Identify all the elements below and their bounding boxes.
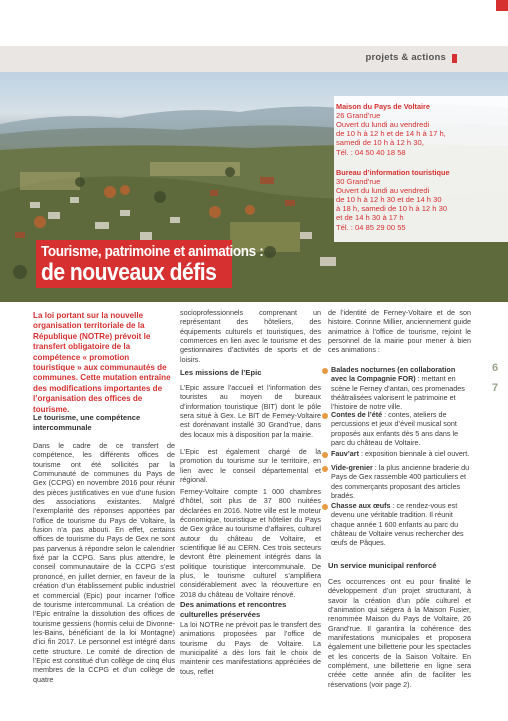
bullet-dot <box>322 452 328 458</box>
maison-hours-line: Ouvert du lundi au vendredi <box>336 120 430 129</box>
col1-body: Dans le cadre de ce transfert de compétence, les différents offices de tourisme ont été sollicités par la Communauté de communes du Pays de Gex (CCPG) en novembre 2016 pour réunir des pièces justificatives en vue d’une fusion des associations existantes. Malgré l’exemplarité des réponses apportées par l’office de tourisme du Pays de Voltaire, la fusion n’a pas abouti. En effet, certains offices de tourisme du Pays de Gex ne sont pas parvenus à répondre selon le calendrier fixé par la CCPG. Sans plus attendre, le conseil communautaire de la CCPG s’est prononcé, en juillet dernier, en faveur de la création d’un établissement public industriel et commercial (Epic) pour incarner l’office de tourisme intercommunal. La création de l’Epic entraîne la dissolution des offices de tourisme gessiens (hormis celui de Divonne-les-Bains, bénéficiant de la loi Montagne) d’ici fin 2017. Le personnel est intégré dans cette structure. Le comité de direction de l’Epic est constitué d’un collège de cinq élus membres de la CCPG et d’un collège de quatre <box>33 441 175 684</box>
col2-subheading-1: Les missions de l’Epic <box>180 368 262 377</box>
col1-subheading: Le tourisme, une compétence intercommunale <box>33 413 141 432</box>
page-number-left: 6 <box>492 362 499 374</box>
col2-body-5: La loi NOTRe ne prévoit pas le transfert des animations proposées par l’office de tourisme du Pays de Voltaire. La municipalité a dès lors fait le choix de maintenir ces manifestations appréciées de tous, reflet <box>180 620 321 676</box>
bureau-phone: Tél. : 04 85 29 00 55 <box>336 223 406 232</box>
top-margin <box>0 0 508 46</box>
section-marker <box>452 54 457 63</box>
bullet-dot <box>322 466 328 472</box>
maison-title: Maison du Pays de Voltaire <box>336 102 430 111</box>
corner-accent <box>496 0 508 11</box>
headline-line-1: Tourisme, patrimoine et animations : <box>41 243 264 260</box>
bullet-item-contes: Contes de l’été : contes, ateliers de percussions et jeux d’éveil musical sont proposés aux enfants dès 5 ans dans le parc du château de Voltaire. <box>331 410 459 448</box>
col3-body-1: de l’identité de Ferney-Voltaire et de son histoire. Corinne Millier, anciennement guide animatrice à l’office de tourisme, rejoint le personnel de la mairie pour mener à bien ces animations : <box>328 308 471 355</box>
col3-subheading: Un service municipal renforcé <box>328 561 437 570</box>
maison-phone: Tél. : 04 50 40 18 58 <box>336 148 406 157</box>
bureau-address: 30 Grand’rue <box>336 177 381 186</box>
bureau-hours-line: et de 14 h 30 à 17 h <box>336 213 404 222</box>
maison-hours-line: samedi de 10 h à 12 h 30, <box>336 138 424 147</box>
maison-address: 26 Grand’rue <box>336 111 381 120</box>
bullet-item-vide-grenier: Vide-grenier : la plus ancienne braderie du Pays de Gex rassemble 400 particuliers et des commerçants proposant des articles bradés. <box>331 463 470 501</box>
bullet-item-balades: Balades nocturnes (en collaboration avec la Compagnie FOR) : mettant en scène le Ferney d’antan, ces promenades théâtralisées valorisent le patrimoine et l’histoire de notre ville. <box>331 365 465 412</box>
bullet-item-chasse: Chasse aux œufs : ce rendez-vous est devenu une véritable tradition. Il réunit chaque année 1 600 enfants au parc du château de Voltaire venus rechercher des œufs de Pâques. <box>331 501 464 548</box>
bureau-hours-line: de 10 h à 12 h 30 et de 14 h 30 <box>336 195 442 204</box>
col3-body-2: Ces occurrences ont eu pour finalité le développement d’un projet structurant, à savoir la création d’un pôle culturel et d’animation qui siégera à la Maison Fusier, renommée Maison du Pays de Voltaire, 26 Grand’rue. Il garantira la cohérence des manifestations municipales et proposera également une billetterie pour les spectacles et les concerts de la Saison Voltaire. En complément, une billetterie en ligne sera créée cette année afin de faciliter les réservations (voir page 2). <box>328 577 471 689</box>
col2-body-3: L’Epic est également chargé de la promotion du tourisme sur le territoire, en lien avec le conseil départemental et régional. <box>180 447 321 485</box>
bureau-hours-line: Ouvert du lundi au vendredi <box>336 186 430 195</box>
bureau-hours-line: à 18 h, samedi de 10 h à 12 h 30 <box>336 204 448 213</box>
page-numbers <box>492 358 498 398</box>
bullet-dot <box>322 368 328 374</box>
col2-body-2: L’Epic assure l’accueil et l’information des touristes au moyen de bureaux d’information touristique (BIT) dont le pôle sera situé à Gex. Le BIT de Ferney-Voltaire est dorénavant installé 30 Grand’rue, dans des locaux mis à disposition par la mairie. <box>180 383 321 439</box>
col2-body-1: socioprofessionnels comprenant un représentant des hôteliers, des équipements culturels et touristiques, des commerces en lien avec le tourisme et des gestionnaires d’activités de sports et de loisirs. <box>180 308 321 364</box>
col2-subheading-2: Des animations et rencontres culturelles préservées <box>180 600 287 619</box>
bullet-dot <box>322 504 328 510</box>
maison-hours-line: de 10 h à 12 h et de 14 h à 17 h, <box>336 129 446 138</box>
col2-body-4: Ferney-Voltaire compte 1 000 chambres d’hôtel, soit plus de 37 800 nuitées déclarées en 2016. Notre ville est le moteur économique, touristique et hôtelier du Pays de Gex grâce au tourisme d’affaires, culturel autour du château de Voltaire, et scientifique lié au CERN. Ces trois secteurs devront être pleinement intégrés dans la politique touristique intercommunale. De plus, le tourisme culturel s’amplifiera considérablement avec la réouverture en 2018 du château de Voltaire rénové. <box>180 487 321 599</box>
headline-line-2: de nouveaux défis <box>41 259 217 286</box>
intro-paragraph: La loi portant sur la nouvelle organisation territoriale de la République (NOTRe) prévoit le transfert obligatoire de la compétence « promotion touristique » aux communautés de communes. Cette mutation entraîne des modifications importantes de l’organisation des offices de tourisme. <box>33 311 171 414</box>
page-number-right: 7 <box>492 382 499 394</box>
bullet-dot <box>322 413 328 419</box>
bureau-title: Bureau d’information touristique <box>336 168 450 177</box>
bullet-item-fauvart: Fauv’art : exposition biennale à ciel ouvert. <box>331 449 470 458</box>
section-label: projets & actions <box>365 52 446 63</box>
